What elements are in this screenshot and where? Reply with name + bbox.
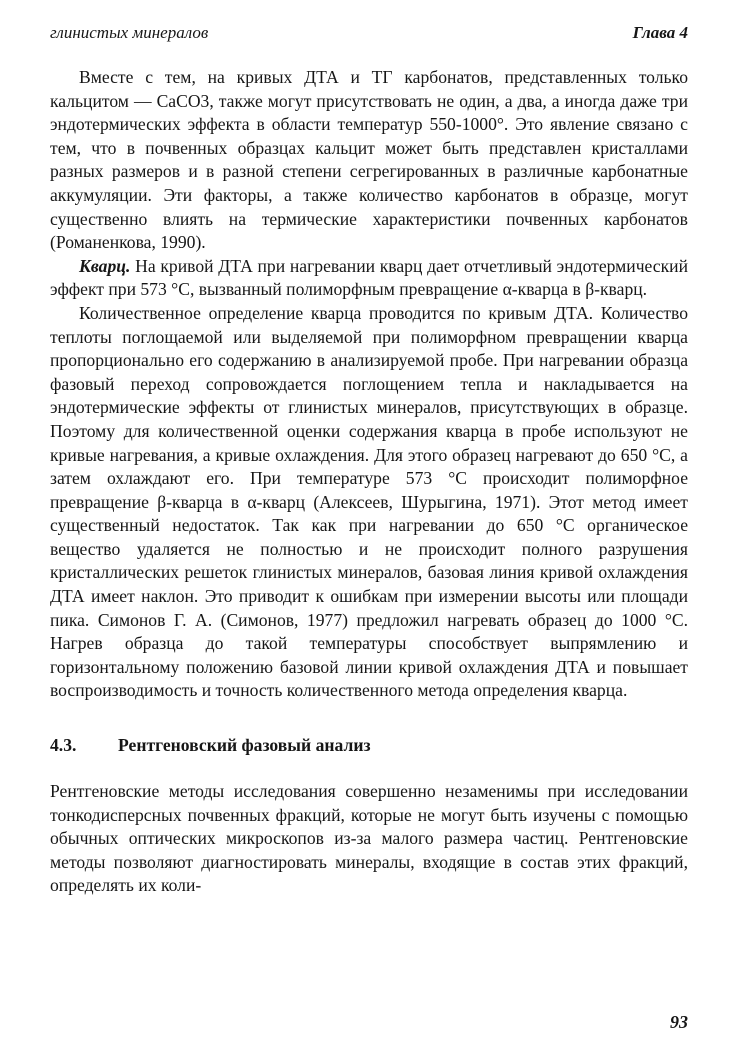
body-text xyxy=(50,66,688,703)
running-header-title: глинистых минералов xyxy=(50,23,209,42)
section-number: 4.3. xyxy=(50,735,77,756)
chapter-label: Глава 4 xyxy=(632,23,688,42)
section-heading xyxy=(50,734,688,757)
page-number: 93 xyxy=(670,1012,688,1032)
section-title: Рентгеновский фазовый анализ xyxy=(118,735,371,756)
paragraph-quartz-quantitative: Количественное определение кварца проводится по кривым ДТА. Количество теплоты поглощаемой или выделяемой при полиморфном превращении кварца пропорционально его содержанию в анализируемой пробе. При нагревании образца фазовый переход сопровождается поглощением тепла и накладывается на эндотермические эффекты от глинистых минералов, присутствующих в образце. Поэтому для количественной оценки содержания кварца в пробе используют не кривые нагревания, а кривые охлаждения. Для этого образец нагревают до 650 °C, а затем охлаждают его. При температуре 573 °C происходит полиморфное превращение β-кварца в α-кварц (Алексеев, Шурыгина, 1971). Этот метод имеет существенный недостаток. Так как при нагревании до 650 °C органическое вещество удаляется не полностью и не происходит полного разрушения кристаллических решеток глинистых минералов, базовая линия кривой охлаждения ДТА имеет наклон. Это приводит к ошибкам при измерении высоты или площади пика. Симонов Г. А. (Симонов, 1977) предложил нагревать образец до 1000 °C. Нагрев образца до такой температуры способствует выпрямлению и горизонтальному положению базовой линии кривой охлаждения ДТА и повышает воспроизводимость и точность количественного метода определения кварца. xyxy=(50,302,688,701)
page xyxy=(50,22,688,898)
paragraph-xray-methods: Рентгеновские методы исследования совершенно незаменимы при исследовании тонкодисперсных почвенных фракций, которые не могут быть изучены с помощью обычных оптических микроскопов из-за малого размера частиц. Рентгеновские методы позволяют диагностировать минералы, входящие в состав этих фракций, определять их коли- xyxy=(50,781,688,896)
running-header xyxy=(50,22,688,44)
paragraph-carbonates: Вместе с тем, на кривых ДТА и ТГ карбонатов, представленных только кальцитом — CaCO3, также могут присутствовать не один, а два, а иногда даже три эндотермических эффекта в области температур 550-1000°. Это явление связано с тем, что в почвенных образцах кальцит может быть представлен кристаллами разных размеров и в разной степени сегрегированных в различные карбонатные аккумуляции. Эти факторы, а также количество карбонатов в образце, могут существенно влиять на термические характеристики почвенных карбонатов (Романенкова, 1990). xyxy=(50,67,688,253)
paragraph-quartz-intro xyxy=(50,255,688,302)
paragraph-quartz-intro-text: На кривой ДТА при нагревании кварц дает отчетливый эндотермический эффект при 573 °C, вызванный полиморфным превращение α-кварца в β-кварц. xyxy=(50,255,688,300)
lead-term-quartz: Кварц. xyxy=(79,255,131,276)
section-body xyxy=(50,780,688,898)
